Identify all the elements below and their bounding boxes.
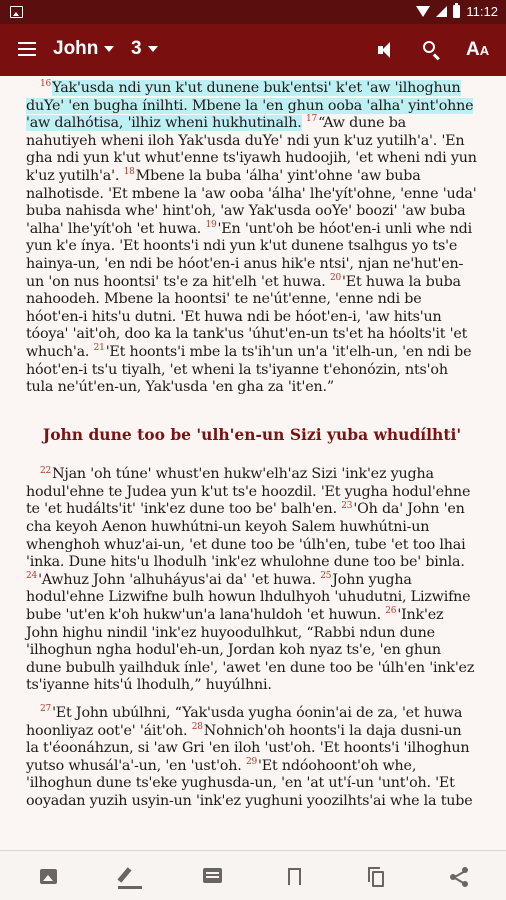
verse-number[interactable]: 17 — [305, 114, 318, 125]
verse-number[interactable]: 20 — [329, 272, 341, 283]
book-name: John — [53, 38, 99, 59]
search-icon[interactable] — [420, 38, 444, 62]
verse-number[interactable]: 24 — [26, 571, 38, 582]
section-heading: John dune too be 'ulh'en-un Sizi yuba whudílhti' — [42, 424, 462, 444]
verse-text[interactable]: 'Ink'ez John highu nindil 'ink'ez huyoodulhkut, “Rabbi ndun dune 'ilhoghun ngha hodul'eh-un, Jordan koh nyaz ts'e, 'en ghun dune bubulh yailhduk ínle', 'awet 'en dune too be 'úlh'en 'ink'ez ts'iyanne hits'ú lhodulh,” huyúlhni. — [26, 607, 475, 694]
verse-number[interactable]: 21 — [93, 343, 105, 354]
verse-text[interactable]: John yugha hodul'ehne Lizwifne bulh howun lhdulhyoh 'uhudutni, Lizwifne bube 'ut'en k'oh hukw'un'a lana'huldoh 'et huwun. — [26, 571, 471, 624]
verse-text[interactable]: Njan 'oh túne' whust'en hukw'elh'az Sizi 'ink'ez yugha hodul'ehne te Judea yun k'ut ts'e hoozdil. 'Et yugha hodul'ehne te 'et hudálts'it' 'ink'ez dune too be' balh'en. — [26, 466, 471, 518]
wifi-icon — [416, 6, 430, 17]
verse-number[interactable]: 26 — [385, 606, 397, 617]
battery-icon — [453, 5, 460, 18]
status-bar — [0, 0, 506, 24]
status-icons — [416, 4, 498, 19]
verse-number[interactable]: 18 — [123, 167, 135, 178]
chapter-selector[interactable] — [131, 38, 158, 60]
speaker-icon[interactable] — [374, 38, 398, 62]
paragraph-2 — [26, 466, 478, 695]
status-time: 11:12 — [466, 4, 498, 19]
chevron-down-icon — [148, 46, 158, 52]
app-bar — [0, 24, 506, 76]
share-icon[interactable] — [448, 866, 470, 888]
chapter-number: 3 — [131, 38, 142, 59]
font-size-button[interactable]: AA — [466, 39, 490, 60]
bookmark-icon[interactable] — [284, 866, 306, 888]
verse-number[interactable]: 16 — [40, 79, 52, 90]
paragraph-1 — [26, 80, 478, 397]
verse-number[interactable]: 19 — [205, 219, 217, 230]
verse-text[interactable]: Mbene la hoontsi' te ne'út'enne, 'enne ndi be hóot'en-i hits'u dutni. 'Et huwa ndi be hóot'en-i, 'aw hits'un tóoya' 'ait'oh, doo ka la tank'us 'úhut'en-un ts'et ha hóolts'it 'et whuch'a. — [26, 291, 468, 360]
paragraph-3 — [26, 705, 478, 811]
bottom-toolbar — [0, 850, 506, 900]
verse-text[interactable]: Mbene la buba 'álha' yint'ohne 'aw buba nalhotisde. 'Et mbene la 'aw ooba 'álha' lhe'yít'ohne, 'enne 'uda' buba nahisda whe' hint'oh, 'aw Yak'usda ooYe' boozi' 'aw buba 'alha' lhe'yít'oh 'et huwa. — [26, 167, 477, 237]
image-icon[interactable] — [38, 866, 60, 888]
verse-text[interactable]: 'En 'unt'oh be hóot'en-i unli whe ndi yun k'e ínya. 'Et hoonts'i ndi yun k'ut dunene tsalhgus yo ts'e hainya-un, 'en ndi be hóot'en-i anus hik'e ntsi', njan ne'hut'en-un 'on nus hoontsi' ts'e za hit'elh 'et huwa. — [26, 220, 472, 290]
verse-number[interactable]: 22 — [40, 465, 52, 476]
verse-number[interactable]: 28 — [191, 721, 203, 732]
verse-text[interactable]: 'Et John ubúlhni, “Yak'usda yugha óonin'ai de za, 'et huwa hoonliyaz oot'e' 'áit'oh. — [26, 705, 463, 739]
verse-text[interactable]: 'Et ndóohoont'oh whe, 'ilhoghun dune ts'eke yughusda-un, 'en 'at ut'í-un 'unt'oh. 'Et ooyadan yuzih usyin-un 'ink'ez yughuni yoozilhts'ai whe la tube — [26, 757, 473, 809]
verse-number[interactable]: 29 — [245, 757, 258, 768]
copy-icon[interactable] — [366, 866, 388, 888]
edit-icon[interactable] — [118, 866, 140, 888]
verse-text[interactable]: Nohnich'oh hoonts'i la daja dusni-un la t'éoonáhzun, si 'aw Gri 'en iloh 'ust'oh. 'Et hoonts'i 'ilhoghun yutso whusál'a'-un, 'en 'ust'oh. — [26, 722, 470, 774]
scripture-content[interactable] — [0, 76, 506, 850]
verse-number[interactable]: 23 — [341, 500, 353, 511]
verse-text[interactable]: 'Oh da' John 'en cha keyoh Aenon huwhútni-un keyoh Salem huwhútni-un whenghoh whuz'ai-un, 'et dune too be 'úlh'en, tube 'et too lhai 'inka. Dune hits'u lhodulh 'ink'ez whulohne dune too be' binla. — [26, 501, 466, 571]
gallery-notification-icon — [10, 6, 23, 18]
verse-number[interactable]: 27 — [40, 704, 52, 715]
verse-text[interactable]: 'Et hoonts'i mbe la ts'ih'un un'a 'it'elh-un, 'en ndi be hóot'en-i ts'u tiyalh, 'et wheni la ts'iyanne t'ehonózin, nts'oh tula ne'út'en-un, Yak'usda 'en gha za 'it'en.” — [26, 343, 472, 396]
verse-text[interactable]: 'Et huwa la buba nahoodeh. — [26, 273, 461, 308]
signal-icon — [436, 6, 447, 17]
font-size-icon: A — [466, 39, 480, 60]
verse-text[interactable]: 'Awhuz John 'alhuháyus'ai da' 'et huwa. — [38, 571, 316, 588]
verse-text[interactable]: Yak'usda ndi yun k'ut dunene buk'entsi' k'et 'aw 'ilhoghun duYe' 'en bugha ínilhti. Mbene la 'en ghun ooba 'alha' yint'ohne 'aw dalhótisa, 'ilhiz wheni hukhutinalh. — [26, 80, 474, 132]
chevron-down-icon — [104, 46, 114, 52]
verse-text[interactable]: “Aw dune ba nahutiyeh wheni iloh Yak'usda duYe' ndi yun k'uz yutilh'a'. 'En gha ndi yun k'ut whut'enne ts'iyawh hudoojih, 'et wheni ndi yun k'uz yutilh'a'. — [26, 115, 477, 184]
comment-icon[interactable] — [202, 866, 224, 888]
verse-number[interactable]: 25 — [320, 571, 332, 582]
hamburger-menu-icon[interactable] — [18, 42, 36, 56]
book-selector[interactable] — [53, 38, 114, 60]
